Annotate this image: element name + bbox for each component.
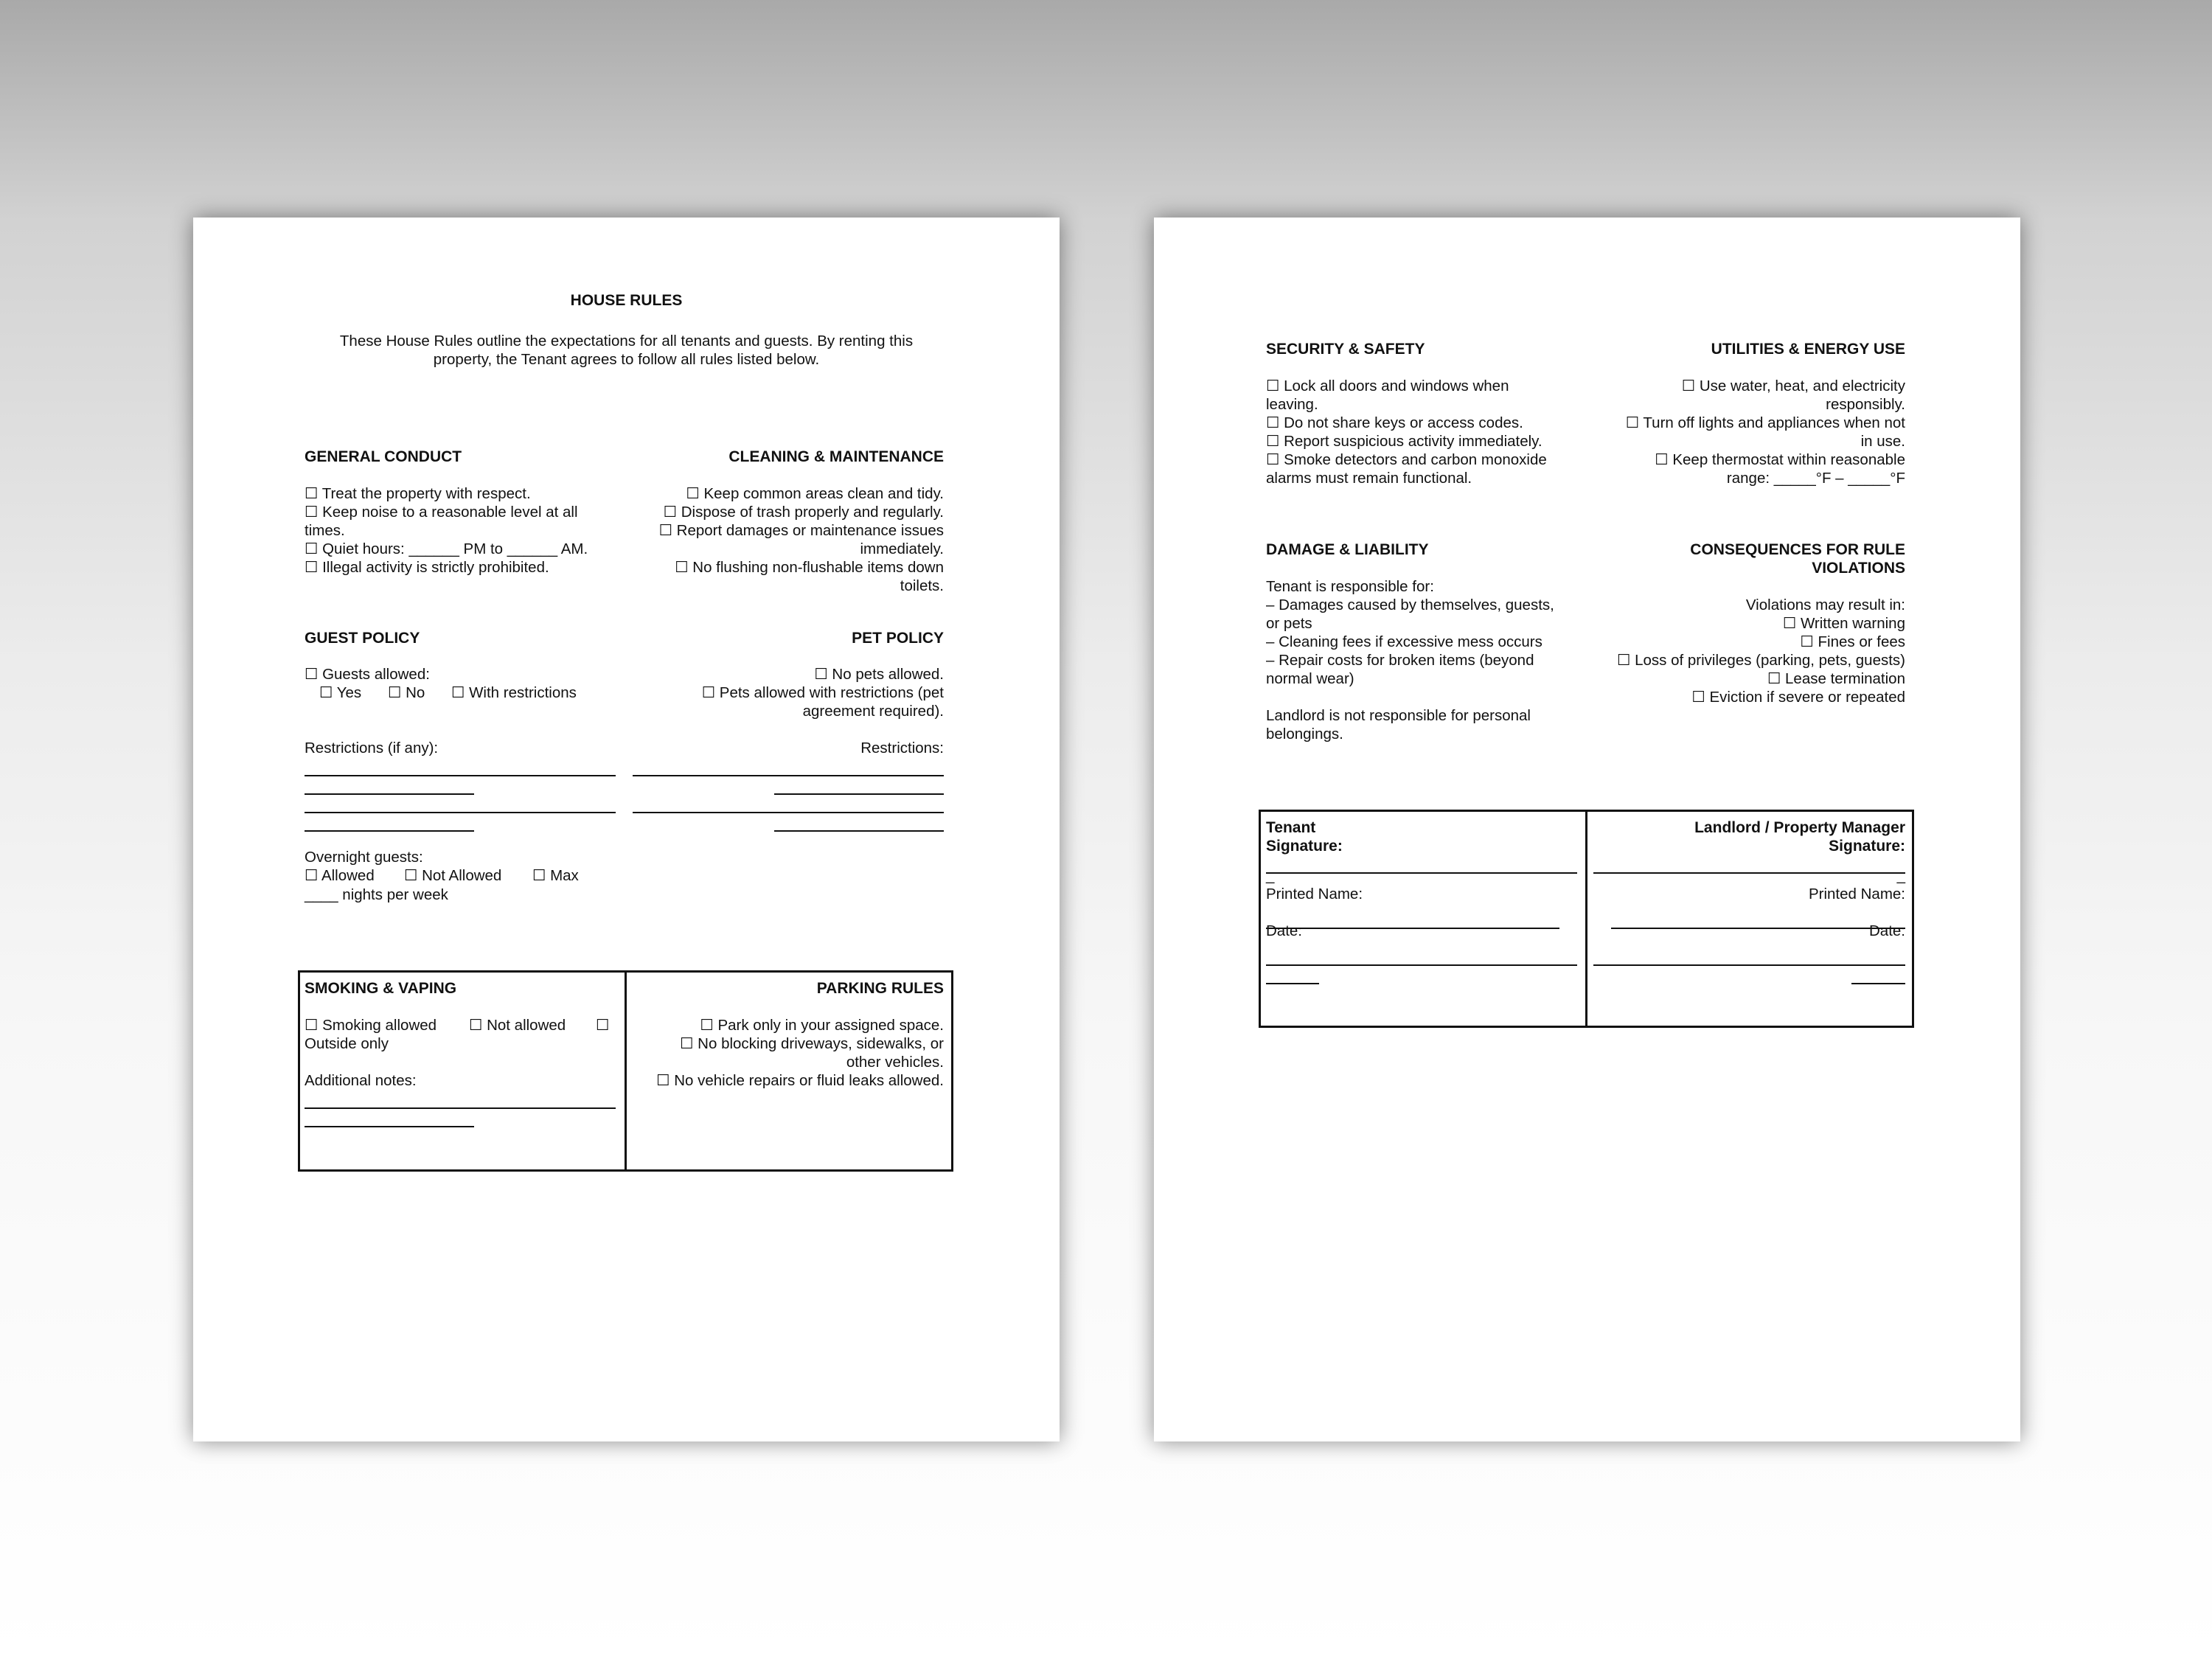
guest-restrictions-line-1[interactable] — [305, 775, 616, 776]
guest-restrictions-line-2[interactable] — [305, 793, 474, 795]
list-item: Tenant is responsible for: — [1266, 578, 1434, 595]
tenant-label-line-2: Signature: — [1266, 838, 1343, 855]
list-item: – Damages caused by themselves, guests, — [1266, 597, 1554, 613]
house-rules-page-1 — [193, 218, 1060, 1441]
consequences-list — [1581, 596, 1905, 706]
smoking-option-outside-label: Outside only — [305, 1035, 389, 1052]
tenant-date-label: Date: — [1266, 922, 1302, 939]
additional-notes-label: Additional notes: — [305, 1072, 417, 1089]
overnight-nights-per-week: ____ nights per week — [305, 886, 448, 903]
guests-allowed-label: ☐ Guests allowed: — [305, 666, 430, 683]
security-heading: SECURITY & SAFETY — [1266, 341, 1425, 358]
guest-restrictions-line-3[interactable] — [305, 812, 616, 813]
guest-option-restrictions[interactable]: ☐ With restrictions — [451, 684, 577, 701]
list-item: ☐ Eviction if severe or repeated — [1691, 689, 1905, 706]
consequences-heading-line-2: VIOLATIONS — [1812, 560, 1905, 577]
utilities-list — [1581, 377, 1905, 487]
tenant-date-line-2[interactable] — [1266, 983, 1319, 984]
smoking-heading: SMOKING & VAPING — [305, 980, 457, 997]
landlord-label-line-2: Signature: — [1829, 838, 1905, 855]
smoking-option-not-allowed[interactable]: ☐ Not allowed — [469, 1017, 566, 1034]
list-item: in use. — [1860, 433, 1905, 450]
damage-list — [1266, 577, 1583, 743]
guest-option-no[interactable]: ☐ No — [388, 684, 425, 701]
list-item: ☐ Keep noise to a reasonable level at all — [305, 504, 578, 521]
list-item: ☐ Loss of privileges (parking, pets, guests) — [1617, 652, 1905, 669]
overnight-option-max[interactable]: ☐ Max — [532, 867, 579, 884]
list-item: – Repair costs for broken items (beyond — [1266, 652, 1534, 669]
list-item: toilets. — [900, 577, 944, 594]
list-item: or pets — [1266, 615, 1312, 632]
cleaning-heading: CLEANING & MAINTENANCE — [728, 448, 944, 465]
list-item: belongings. — [1266, 726, 1343, 742]
list-item: – Cleaning fees if excessive mess occurs — [1266, 633, 1543, 650]
landlord-printed-name-label: Printed Name: — [1808, 886, 1905, 902]
intro-line-1: These House Rules outline the expectations for all tenants and guests. By renting this — [339, 333, 914, 349]
landlord-date-label: Date: — [1869, 922, 1905, 939]
guest-restrictions-line-4[interactable] — [305, 830, 474, 832]
list-item: ☐ No vehicle repairs or fluid leaks allowed. — [656, 1072, 944, 1089]
list-item: ☐ Pets allowed with restrictions (pet — [701, 684, 944, 701]
list-item: ☐ Do not share keys or access codes. — [1266, 414, 1523, 431]
overnight-option-not-allowed[interactable]: ☐ Not Allowed — [404, 867, 502, 884]
pet-restrictions-label: Restrictions: — [860, 740, 944, 757]
list-item: ☐ Illegal activity is strictly prohibited. — [305, 559, 549, 576]
list-item: ☐ Park only in your assigned space. — [700, 1017, 944, 1034]
pet-restrictions-line-2[interactable] — [774, 793, 944, 795]
list-item: immediately. — [860, 540, 944, 557]
pet-restrictions-line-3[interactable] — [633, 812, 944, 813]
list-item: alarms must remain functional. — [1266, 470, 1472, 487]
landlord-date-line-2[interactable] — [1851, 983, 1905, 984]
smoking-option-allowed[interactable]: ☐ Smoking allowed — [305, 1017, 437, 1034]
list-item: times. — [305, 522, 345, 539]
pet-restrictions-line-1[interactable] — [633, 775, 944, 776]
list-item: normal wear) — [1266, 670, 1354, 687]
signature-divider — [1585, 810, 1587, 1028]
consequences-heading — [1690, 540, 1905, 577]
list-item: ☐ Smoke detectors and carbon monoxide — [1266, 451, 1547, 468]
page-title: HOUSE RULES — [570, 292, 683, 309]
list-item: Landlord is not responsible for personal — [1266, 707, 1531, 724]
guest-policy-heading: GUEST POLICY — [305, 630, 420, 647]
parking-list — [627, 1016, 944, 1090]
intro-line-2: property, the Tenant agrees to follow all rules listed below. — [433, 351, 820, 368]
tenant-printed-name-label: Printed Name: — [1266, 886, 1363, 902]
tenant-printed-name-line[interactable] — [1266, 928, 1559, 929]
tenant-label-line-1: Tenant — [1266, 819, 1316, 836]
landlord-signature-line[interactable] — [1593, 872, 1905, 874]
tenant-date-line-1[interactable] — [1266, 964, 1577, 966]
list-item: ☐ Use water, heat, and electricity — [1681, 378, 1905, 394]
list-item: other vehicles. — [846, 1054, 944, 1071]
pet-policy-heading: PET POLICY — [852, 630, 944, 647]
landlord-label-line-1: Landlord / Property Manager — [1694, 819, 1905, 836]
guest-restrictions-label: Restrictions (if any): — [305, 740, 439, 757]
parking-heading: PARKING RULES — [816, 980, 944, 997]
list-item: responsibly. — [1826, 396, 1905, 413]
list-item: ☐ Turn off lights and appliances when not — [1625, 414, 1905, 431]
damage-heading: DAMAGE & LIABILITY — [1266, 541, 1429, 558]
tenant-signature-line[interactable] — [1266, 872, 1577, 874]
smoking-option-outside[interactable]: ☐ — [596, 1017, 610, 1034]
additional-notes-line-2[interactable] — [305, 1126, 474, 1127]
list-item: agreement required). — [802, 703, 944, 720]
general-conduct-heading: GENERAL CONDUCT — [305, 448, 462, 465]
cleaning-list — [619, 484, 944, 595]
list-item: ☐ Quiet hours: ______ PM to ______ AM. — [305, 540, 588, 557]
pet-policy-list — [619, 665, 944, 720]
landlord-date-line-1[interactable] — [1593, 964, 1905, 966]
general-conduct-list — [305, 484, 622, 577]
list-item: ☐ No blocking driveways, sidewalks, or — [680, 1035, 944, 1052]
list-spacer — [1266, 688, 1583, 706]
list-item: ☐ Keep common areas clean and tidy. — [686, 485, 944, 502]
list-item: ☐ Dispose of trash properly and regularly. — [663, 504, 944, 521]
house-rules-page-2 — [1154, 218, 2020, 1441]
landlord-signature-label — [1694, 818, 1905, 855]
list-item: ☐ Report damages or maintenance issues — [658, 522, 944, 539]
tenant-dash: _ — [1266, 867, 1275, 884]
landlord-printed-name-line[interactable] — [1611, 928, 1905, 929]
list-item: Violations may result in: — [1745, 597, 1905, 613]
list-item: ☐ Keep thermostat within reasonable — [1655, 451, 1905, 468]
list-item: ☐ Treat the property with respect. — [305, 485, 531, 502]
list-item: ☐ Report suspicious activity immediately. — [1266, 433, 1543, 450]
list-item: ☐ Fines or fees — [1800, 633, 1905, 650]
overnight-guests-label: Overnight guests: — [305, 849, 423, 866]
landlord-dash: _ — [1896, 867, 1905, 884]
utilities-heading: UTILITIES & ENERGY USE — [1711, 341, 1905, 358]
additional-notes-line-1[interactable] — [305, 1107, 616, 1109]
list-item: range: _____°F – _____°F — [1726, 470, 1905, 487]
list-item: leaving. — [1266, 396, 1318, 413]
security-list — [1266, 377, 1583, 487]
list-item: ☐ No pets allowed. — [814, 666, 944, 683]
list-item: ☐ Lease termination — [1767, 670, 1905, 687]
consequences-heading-line-1: CONSEQUENCES FOR RULE — [1690, 541, 1905, 558]
guest-option-yes[interactable]: ☐ Yes — [319, 684, 362, 701]
pet-restrictions-line-4[interactable] — [774, 830, 944, 832]
list-item: ☐ Written warning — [1782, 615, 1905, 632]
overnight-option-allowed[interactable]: ☐ Allowed — [305, 867, 375, 884]
list-item: ☐ Lock all doors and windows when — [1266, 378, 1509, 394]
list-item: ☐ No flushing non-flushable items down — [675, 559, 944, 576]
tenant-signature-label — [1266, 818, 1343, 855]
